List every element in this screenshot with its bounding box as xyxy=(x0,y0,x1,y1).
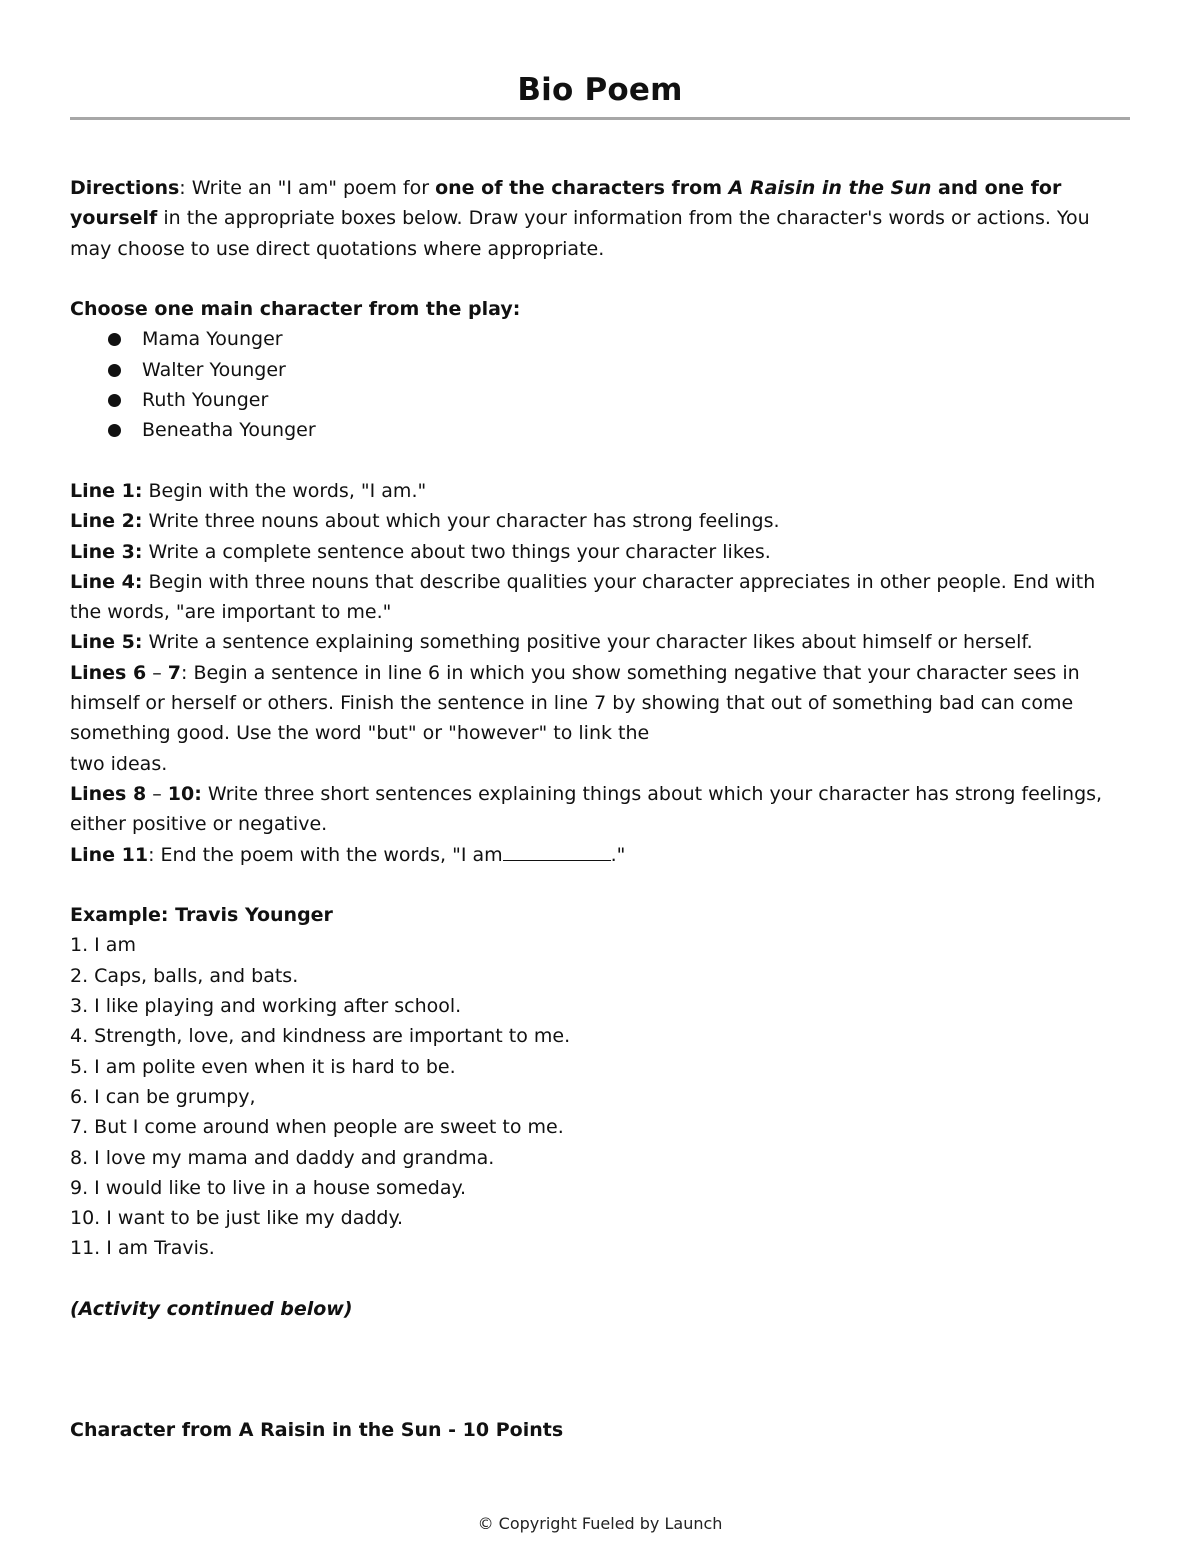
answer-blank xyxy=(503,841,611,861)
line-instruction: Line 4: Begin with three nouns that describe qualities your character appreciates in other people. End with the words, "are important to me." xyxy=(70,570,1096,624)
line-instruction: Line 11: End the poem with the words, "I am ." xyxy=(70,840,1140,870)
example-line: 6. I can be grumpy, xyxy=(70,1085,256,1108)
choose-heading: Choose one main character from the play: xyxy=(70,298,521,321)
list-item: Ruth Younger xyxy=(70,385,1140,415)
example-poem xyxy=(70,930,1140,1263)
bullet-icon xyxy=(108,424,121,437)
line-instruction: Line 3: Write a complete sentence about two things your character likes. xyxy=(70,540,771,563)
bullet-icon xyxy=(108,394,121,407)
copyright-footer: © Copyright Fueled by Launch xyxy=(477,1514,723,1533)
line-instruction: Lines 6 – 7: Begin a sentence in line 6 in which you show something negative that your character sees in himself or herself or others. Finish the sentence in line 7 by showing that out of something bad can come something good. Use the word "but" or "however" to link the two ideas. xyxy=(70,661,1080,775)
bullet-icon xyxy=(108,333,121,346)
example-line: 9. I would like to live in a house someday. xyxy=(70,1176,467,1199)
list-item: Beneatha Younger xyxy=(70,415,1140,445)
play-title: A Raisin in the Sun xyxy=(728,177,932,199)
directions-label: Directions xyxy=(70,177,180,199)
example-heading: Example: Travis Younger xyxy=(70,904,333,927)
bullet-icon xyxy=(108,364,121,377)
section-heading: Character from A Raisin in the Sun - 10 Points xyxy=(70,1419,564,1442)
title-rule xyxy=(70,117,1130,120)
line-instruction: Lines 8 – 10: Write three short sentences explaining things about which your character has strong feelings, either positive or negative. xyxy=(70,782,1103,836)
directions-text-1: : Write an "I am" poem for xyxy=(179,177,436,199)
example-line: 5. I am polite even when it is hard to be. xyxy=(70,1055,456,1078)
example-line: 8. I love my mama and daddy and grandma. xyxy=(70,1146,495,1169)
example-line: 7. But I come around when people are sweet to me. xyxy=(70,1116,564,1139)
line-instruction: Line 5: Write a sentence explaining something positive your character likes about himself or herself. xyxy=(70,631,1033,654)
line-instruction: Line 2: Write three nouns about which your character has strong feelings. xyxy=(70,510,780,533)
list-item: Mama Younger xyxy=(70,324,1140,354)
directions-text-2: in the appropriate boxes below. Draw your information from the character's words or actions. You may choose to use direct quotations where appropriate. xyxy=(70,207,1090,260)
example-line: 10. I want to be just like my daddy. xyxy=(70,1207,404,1230)
example-line: 2. Caps, balls, and bats. xyxy=(70,964,299,987)
line-instruction: Line 1: Begin with the words, "I am." xyxy=(70,479,427,502)
example-line: 11. I am Travis. xyxy=(70,1237,215,1260)
directions-bold-2: and one for yourself xyxy=(70,177,1062,230)
continued-note: (Activity continued below) xyxy=(70,1297,353,1320)
example-line: 3. I like playing and working after school. xyxy=(70,995,462,1018)
document-body xyxy=(70,173,1140,1445)
directions-paragraph xyxy=(70,173,1132,264)
example-line: 4. Strength, love, and kindness are important to me. xyxy=(70,1025,571,1048)
list-item: Walter Younger xyxy=(70,355,1140,385)
example-line: 1. I am xyxy=(70,934,136,957)
line-instructions xyxy=(70,476,1140,870)
character-list xyxy=(70,324,1140,445)
page-title: Bio Poem xyxy=(517,72,683,108)
directions-bold-1: one of the characters from xyxy=(435,177,729,199)
